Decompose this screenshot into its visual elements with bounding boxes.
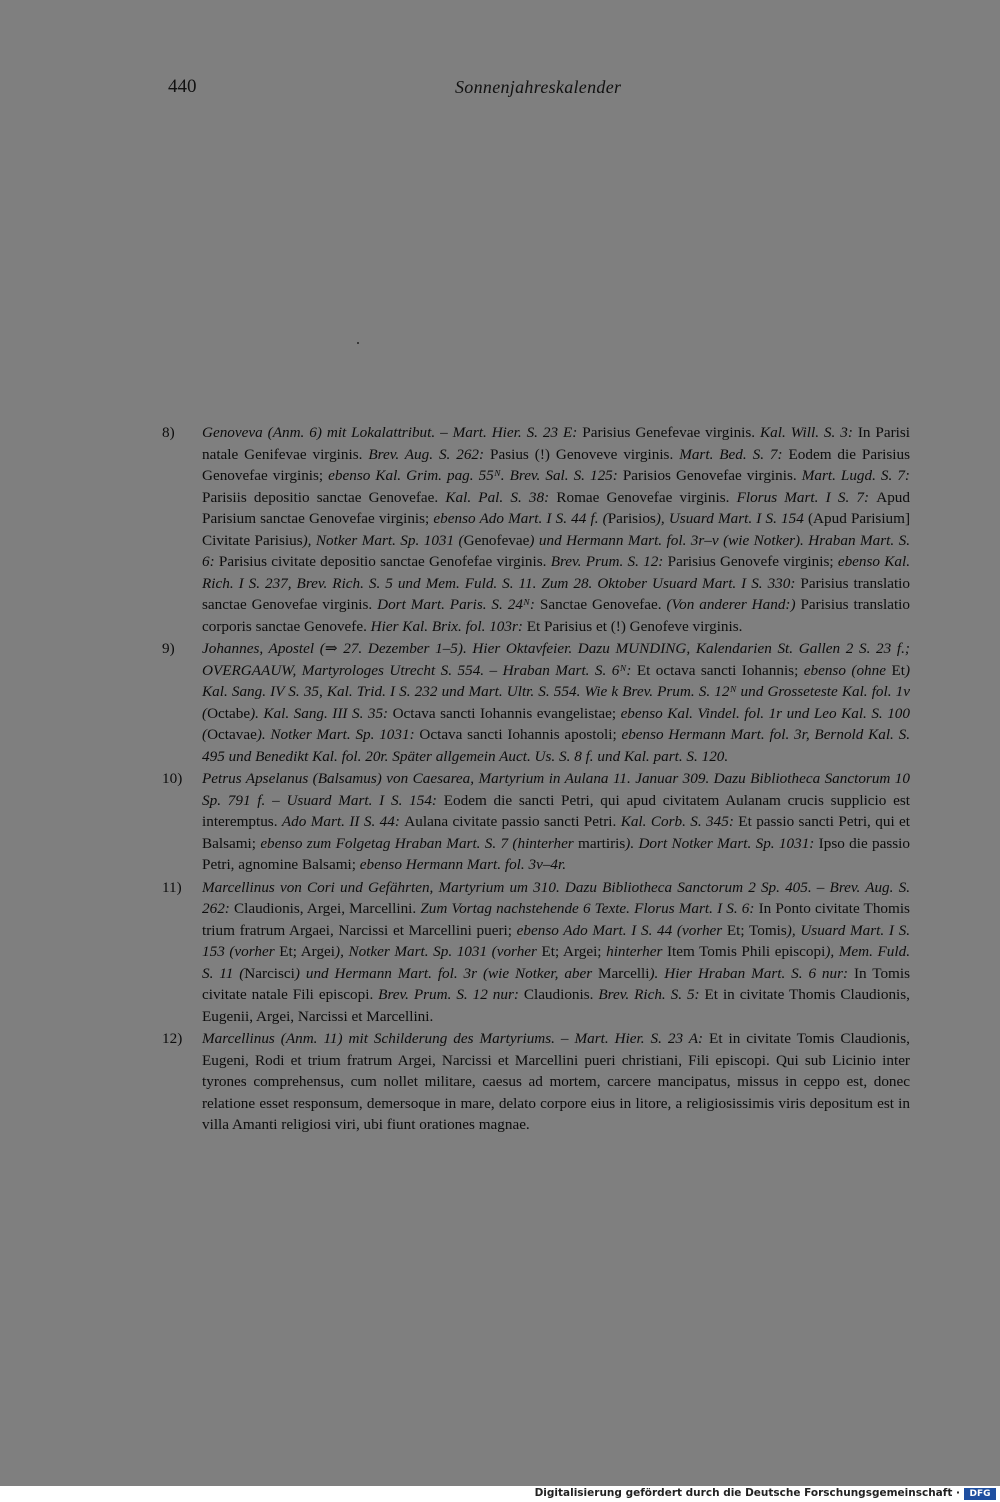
footnote	[162, 1028, 910, 1136]
quoted-text: Octava sancti Iohannis apostoli;	[419, 726, 622, 743]
quoted-text: In Tomis civitate natale Fili episcopi.	[202, 964, 911, 1003]
footnote	[162, 877, 910, 1028]
quoted-text: Eodem die sancti Petri, qui apud civitatem Aulanam crucis supplicio est interemptus.	[202, 791, 910, 830]
quoted-text: Et; Argei;	[541, 943, 607, 960]
quoted-text: martiris	[578, 834, 626, 852]
footnote	[162, 422, 910, 637]
citation-text: hinterher	[606, 943, 667, 960]
quoted-text: In Parisi natale Genifevae virginis.	[202, 424, 911, 463]
citation-text: Marcellinus von Cori und Gefährten, Martyrium um 310. Dazu Bibliotheca Sanctorum 2 Sp. 405. – Brev. Aug. S. 262:	[202, 878, 910, 917]
citation-text: Mart. Bed. S. 7:	[679, 445, 789, 463]
citation-text: Petrus Apselanus (Balsamus) von Caesarea, Martyrium in Aulana 11. Januar 309. Dazu Bibliotheca Sanctorum 10 Sp. 791 f. – Usuard Mart. I S. 154:	[202, 770, 910, 809]
quoted-text: Romae Genovefae virginis.	[556, 488, 737, 506]
citation-text: ). Dort Notker Mart. Sp. 1031:	[625, 834, 819, 852]
quoted-text: Parisios Genovefae virginis.	[622, 467, 802, 484]
citation-text: Brev. Prum. S. 12:	[550, 553, 668, 570]
quoted-text: Et in civitate Thomis Claudionis, Eugenii, Argei, Narcissi et Marcellini.	[202, 986, 910, 1025]
dfg-logo: DFG	[964, 1488, 996, 1500]
footnote	[162, 768, 910, 876]
quoted-text: Narcisci	[244, 964, 295, 982]
citation-text: ). Hier Hraban Mart. S. 6 nur:	[649, 964, 854, 982]
citation-text: ebenso (ohne	[803, 661, 892, 679]
footnote-text	[202, 638, 910, 767]
quoted-text: Genofevae	[463, 531, 530, 549]
citation-text: ), Mem. Fuld. S. 11 (	[202, 943, 911, 982]
footnote-number: 8)	[162, 424, 175, 441]
citation-text: ebenso Ado Mart. I S. 44 f. (	[433, 510, 608, 527]
page-number: 440	[168, 76, 197, 97]
citation-text: ), Usuard Mart. I S. 154	[655, 510, 808, 527]
citation-text: (Von anderer Hand:)	[666, 596, 801, 613]
quoted-text: Ipso die passio Petri, agnomine Balsami;	[202, 834, 910, 873]
quoted-text: Octabe	[207, 704, 251, 722]
quoted-text: Aulana civitate passio sancti Petri.	[404, 813, 621, 830]
quoted-text: Et Parisius et (!) Genofeve virginis.	[526, 617, 743, 635]
scan-speck	[357, 342, 359, 344]
footnote-number: 11)	[162, 878, 182, 896]
quoted-text: Marcelli	[598, 964, 650, 982]
citation-text: Kal. Corb. S. 345:	[620, 813, 739, 830]
citation-text: ) Kal. Sang. IV S. 35, Kal. Trid. I S. 232 und Mart. Ultr. S. 554. Wie k Brev. Prum. S. 12ᴺ und Grosseteste Kal. fol. 1v (	[202, 661, 910, 722]
quoted-text: (Apud Parisium] Civitate Parisius	[202, 510, 911, 549]
citation-text: ), Notker Mart. Sp. 1031 (	[302, 531, 464, 549]
citation-text: ebenso Hermann Mart. fol. 3r, Bernold Kal. S. 495 und Benedikt Kal. fol. 20r. Später allgemein Auct. Us. S. 8 f. und Kal. part. S. 120.	[202, 726, 910, 765]
footnote-number: 9)	[162, 640, 175, 657]
quoted-text: Claudionis.	[523, 986, 599, 1003]
quoted-text: Et; Argei	[279, 943, 336, 960]
quoted-text: In Ponto civitate Thomis trium fratrum Argaei, Narcissi et Marcellini pueri;	[202, 900, 910, 939]
quoted-text: Parisios	[607, 510, 656, 527]
citation-text: ebenso Kal. Rich. I S. 237, Brev. Rich. S. 5 und Mem. Fuld. S. 11. Zum 28. Oktober Usuard Mart. I S. 330:	[202, 553, 910, 592]
citation-text: Mart. Lugd. S. 7:	[801, 467, 910, 484]
citation-text: Dort Mart. Paris. S. 24ᴺ:	[377, 596, 540, 613]
citation-text: Ado Mart. II S. 44:	[281, 813, 405, 830]
citation-text: Kal. Will. S. 3:	[760, 424, 858, 441]
citation-text: Kal. Pal. S. 38:	[445, 488, 557, 506]
quoted-text: Parisius translatio sanctae Genovefae virginis.	[202, 574, 910, 613]
quoted-text: Parisius Genovefe virginis;	[667, 553, 838, 570]
citation-text: Brev. Prum. S. 12 nur:	[378, 986, 524, 1003]
quoted-text: Parisius civitate depositio sanctae Genofefae virginis.	[218, 553, 551, 570]
quoted-text: Et passio sancti Petri, qui et Balsami;	[202, 813, 911, 852]
footnote-text	[202, 1028, 910, 1136]
citation-text: Hier Kal. Brix. fol. 103r:	[370, 617, 527, 635]
footnote-text	[202, 422, 910, 637]
quoted-text: Et; Tomis	[726, 921, 787, 939]
citation-text: ). Notker Mart. Sp. 1031:	[256, 726, 420, 743]
quoted-text: Apud Parisium sanctae Genovefae virginis;	[202, 488, 910, 527]
quoted-text: Et	[891, 661, 905, 679]
citation-text: Brev. Aug. S. 262:	[368, 445, 491, 463]
footer-bar	[0, 1486, 1000, 1502]
quoted-text: Parisiis depositio sanctae Genovefae.	[202, 488, 446, 506]
running-head	[0, 76, 1000, 106]
footnote	[162, 638, 910, 767]
citation-text: ebenso Kal. Vindel. fol. 1r und Leo Kal. S. 100 (	[202, 704, 910, 743]
citation-text: ), Usuard Mart. I S. 153 (vorher	[202, 921, 910, 960]
citation-text: ). Kal. Sang. III S. 35:	[250, 704, 393, 722]
citation-text: Johannes, Apostel (⇒ 27. Dezember 1–5). Hier Oktavfeier. Dazu MUNDING, Kalendarien St. Gallen 2 S. 23 f.; OVERGAAUW, Martyrologes Utrecht S. 554. – Hraban Mart. S. 6ᴺ:	[202, 640, 910, 679]
citation-text: ) und Hermann Mart. fol. 3r–v (wie Notker). Hraban Mart. S. 6:	[202, 531, 910, 570]
funding-credit: Digitalisierung gefördert durch die Deutsche Forschungsgemeinschaft ·	[534, 1487, 960, 1499]
citation-text: Florus Mart. I S. 7:	[736, 488, 877, 506]
quoted-text: Pasius (!) Genoveve virginis.	[490, 445, 680, 463]
quoted-text: Et in civitate Tomis Claudionis, Eugeni, Rodi et trium fratrum Argei, Narcissi et Marcellini pueri christiani, Fili episcopi. Qui sub Licinio inter tyrones comprehensus, cum nollet militare, caesus ad mortem, carcere mancipatus, missus in ceppo est, donec relatione esset responsum, demersoque in mare, delato corpore eius in litore, a religiosissimis viris depositum est in villa Amanti religiosi viri, ubi fiunt orationes magnae.	[202, 1030, 910, 1133]
citation-text: Brev. Rich. S. 5:	[598, 986, 705, 1003]
quoted-text: Octavae	[207, 726, 257, 743]
citation-text: Genoveva (Anm. 6) mit Lokalattribut. – Mart. Hier. S. 23 E:	[202, 424, 583, 441]
citation-text: Marcellinus (Anm. 11) mit Schilderung des Martyriums. – Mart. Hier. S. 23 A:	[202, 1030, 710, 1047]
citation-text: ), Notker Mart. Sp. 1031 (vorher	[335, 943, 542, 960]
citation-text: ebenso Kal. Grim. pag. 55ᴺ. Brev. Sal. S. 125:	[328, 467, 623, 484]
running-title: Sonnenjahreskalender	[455, 77, 622, 97]
quoted-text: Parisius Genefevae virginis.	[582, 424, 761, 441]
quoted-text: Et octava sancti Iohannis;	[636, 661, 804, 679]
footnotes-list	[162, 422, 910, 1137]
quoted-text: Parisius translatio corporis sanctae Genovefe.	[202, 596, 910, 635]
citation-text: ) und Hermann Mart. fol. 3r (wie Notker, aber	[294, 964, 599, 982]
citation-text: ebenso zum Folgetag Hraban Mart. S. 7 (hinterher	[260, 834, 579, 852]
quoted-text: Sanctae Genovefae.	[539, 596, 667, 613]
footnote-text	[202, 877, 910, 1028]
footnote-number: 12)	[162, 1030, 183, 1047]
citation-text: ebenso Ado Mart. I S. 44 (vorher	[516, 921, 727, 939]
quoted-text: Claudionis, Argei, Marcellini.	[233, 900, 421, 917]
footnote-number: 10)	[162, 770, 183, 787]
quoted-text: Octava sancti Iohannis evangelistae;	[392, 704, 621, 722]
quoted-text: Eodem die Parisius Genovefae virginis;	[202, 445, 910, 484]
citation-text: ebenso Hermann Mart. fol. 3v–4r.	[359, 856, 567, 873]
quoted-text: Item Tomis Phili episcopi	[666, 943, 826, 960]
footnote-text	[202, 768, 910, 876]
citation-text: Zum Vortag nachstehende 6 Texte. Florus Mart. I S. 6:	[420, 900, 759, 917]
